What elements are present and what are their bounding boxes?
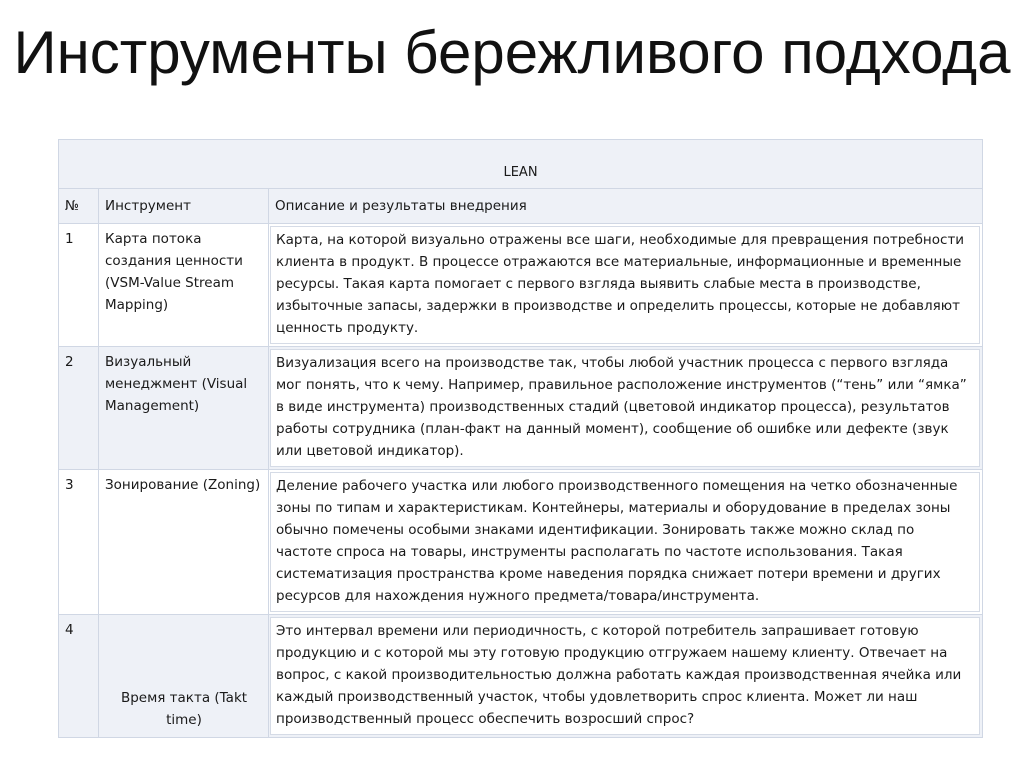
header-desc: Описание и результаты внедрения [275, 198, 527, 214]
row-desc-cell [269, 615, 983, 738]
row-num: 2 [65, 354, 74, 370]
row-tool-cell [99, 470, 269, 615]
row-num: 4 [65, 622, 74, 638]
table-caption: LEAN [503, 165, 538, 180]
header-desc-cell [269, 189, 983, 224]
lean-tools-table-container [58, 139, 982, 728]
row-desc-cell [269, 347, 983, 470]
row-desc-cell [269, 470, 983, 615]
row-desc: Деление рабочего участка или любого производственного помещения на четко обозначенные зоны по типам и характеристикам. Контейнеры, материалы и оборудование в пределах зоны обычно помечены особыми знаками идентификации. Зонировать также можно склад по частоте спроса на товары, инструменты располагать по частоте использования. Такая систематизация пространства кроме наведения порядка снижает потери времени и других ресурсов для нахождения нужного предмета/товара/инструмента. [276, 478, 958, 604]
row-desc: Карта, на которой визуально отражены все шаги, необходимые для превращения потребности клиента в продукт. В процессе отражаются все материальные, информационные и временные ресурсы. Такая карта помогает с первого взгляда выявить слабые места в производстве, избыточные запасы, задержки в производстве и определить процессы, которые не добавляют ценность продукту. [276, 232, 965, 336]
row-num-cell [59, 615, 99, 738]
row-desc-box [270, 472, 980, 612]
row-desc-cell [269, 224, 983, 347]
row-tool-cell [99, 615, 269, 738]
row-desc-box [270, 226, 980, 344]
row-tool-cell [99, 347, 269, 470]
row-num: 1 [65, 231, 74, 247]
row-desc-box [270, 617, 980, 735]
row-tool: Зонирование (Zoning) [105, 477, 261, 493]
header-num-cell [59, 189, 99, 224]
lean-tools-table [58, 139, 983, 738]
table-caption-row [59, 140, 983, 189]
row-desc: Это интервал времени или периодичность, с которой потребитель запрашивает готовую продукцию и с которой мы эту готовую продукцию отгружаем нашему клиенту. Отвечает на вопрос, с какой производительностью должна работать каждая производственная ячейка или каждый производственный участок, чтобы удовлетворить спрос клиента. Может ли наш производственный процесс обеспечить возросший спрос? [276, 623, 962, 727]
header-num: № [65, 198, 80, 214]
table-row [59, 615, 983, 738]
header-tool-cell [99, 189, 269, 224]
header-tool: Инструмент [105, 198, 191, 214]
row-tool: Время такта (Takt time) [120, 690, 248, 728]
row-tool: Карта потока создания ценности (VSM-Value Stream Mapping) [105, 231, 243, 313]
row-desc: Визуализация всего на производстве так, чтобы любой участник процесса с первого взгляда мог понять, что к чему. Например, правильное расположение инструментов (“тень” или “ямка” в виде инструмента) производственных стадий (цветовой индикатор процесса), результатов работы сотрудника (план-факт на данный момент), сообщение об ошибке или дефекте (звук или цветовой индикатор). [276, 355, 967, 459]
row-num-cell [59, 224, 99, 347]
row-tool: Визуальный менеджмент (Visual Management) [105, 354, 248, 414]
row-num-cell [59, 347, 99, 470]
table-caption-cell [59, 140, 983, 189]
row-num: 3 [65, 477, 74, 493]
table-row [59, 347, 983, 470]
table-header-row [59, 189, 983, 224]
row-tool-cell [99, 224, 269, 347]
row-desc-box [270, 349, 980, 467]
table-row [59, 224, 983, 347]
row-num-cell [59, 470, 99, 615]
table-row [59, 470, 983, 615]
slide-title: Инструменты бережливого подхода [13, 19, 1011, 86]
